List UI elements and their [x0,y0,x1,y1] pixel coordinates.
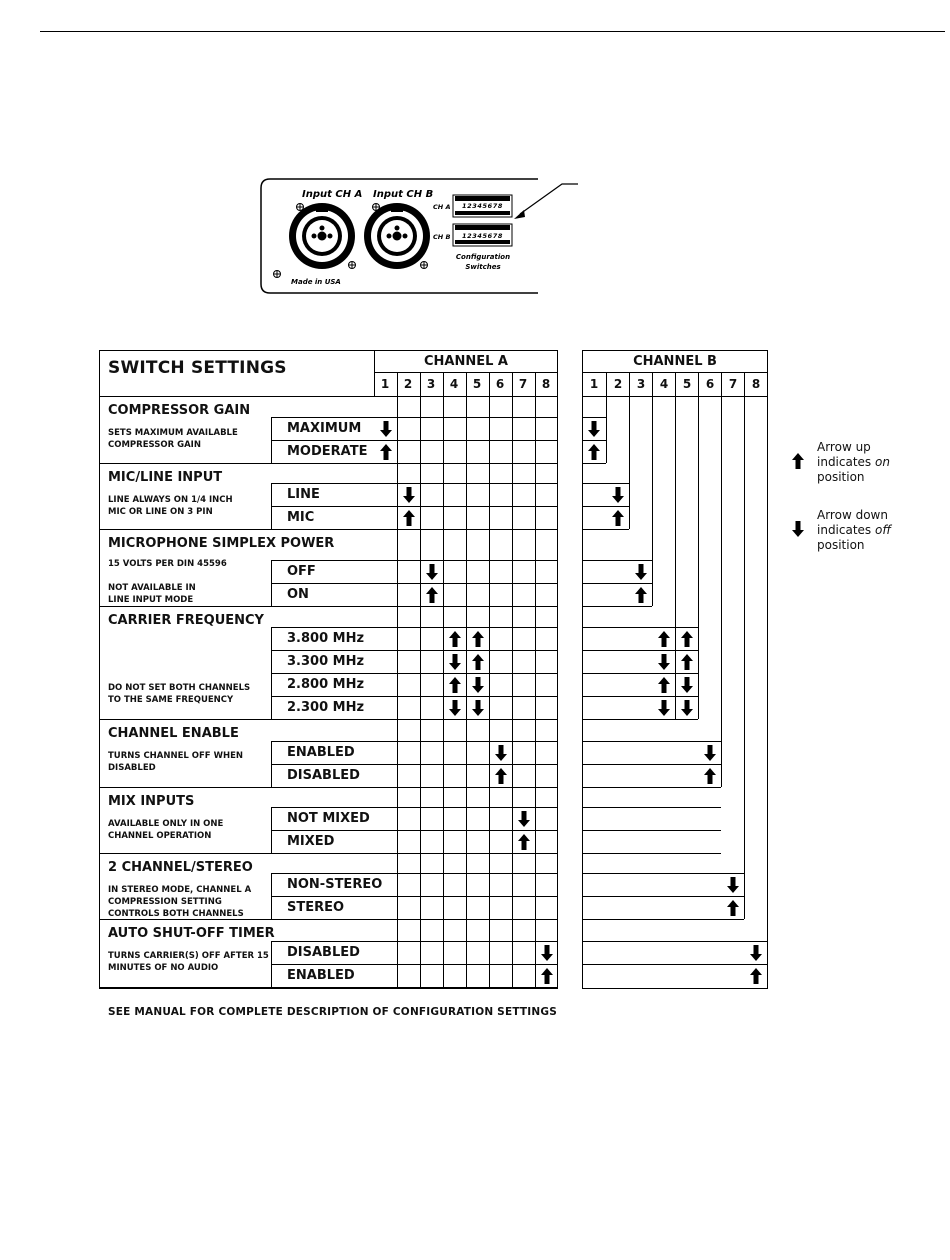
row-line-b [582,463,606,464]
row-line-b [582,650,698,651]
option-label: OFF [287,564,316,579]
column-number-a: 5 [472,377,482,391]
pointer-arrow [514,184,578,219]
arrow-up-icon [745,965,767,987]
row-line-b [582,529,629,530]
arrow-down-icon [513,808,535,830]
section-divider [99,606,558,607]
arrow-down-icon [444,697,466,719]
column-number-a: 4 [449,377,459,391]
column-line-a [489,372,490,987]
arrow-down-icon [536,942,558,964]
svg-text:12345678: 12345678 [462,202,503,210]
section-description: MINUTES OF NO AUDIO [108,963,219,973]
arrow-up-icon [398,507,420,529]
column-number-a: 6 [495,377,505,391]
arrow-up-icon [653,628,675,650]
column-number-b: 6 [705,377,715,391]
row-line-a [374,741,558,742]
option-top-line [271,941,374,942]
config-label-2: Switches [465,263,501,271]
row-line-b [582,560,652,561]
option-top-line [271,560,374,561]
row-line-a [271,673,558,674]
made-in-label: Made in USA [291,278,341,286]
row-line-a [271,583,558,584]
section-description: LINE INPUT MODE [108,595,194,605]
section-description: COMPRESSION SETTING [108,897,222,907]
option-label: NON-STEREO [287,877,383,892]
option-label: ENABLED [287,968,355,983]
legend-down-text: Arrow down indicates off position [817,508,892,552]
option-label: STEREO [287,900,345,915]
arrow-down-icon [676,697,698,719]
column-number-a: 7 [518,377,528,391]
arrow-up-icon [490,765,512,787]
option-label: DISABLED [287,768,360,783]
option-label: MAXIMUM [287,421,362,436]
svg-text:12345678: 12345678 [462,232,503,240]
channel-b-header: CHANNEL B [633,354,717,369]
option-label: ENABLED [287,745,355,760]
section-description: COMPRESSOR GAIN [108,440,201,450]
arrow-up-icon [467,628,489,650]
arrow-down-icon [607,484,629,506]
footer-note: SEE MANUAL FOR COMPLETE DESCRIPTION OF CONFIGURATION SETTINGS [108,1006,557,1018]
column-number-b: 1 [589,377,599,391]
section-title: MIC/LINE INPUT [108,470,223,485]
arrow-up-icon [787,450,809,472]
section-description: 15 VOLTS PER DIN 45596 [108,559,227,569]
section-description: MIC OR LINE ON 3 PIN [108,507,213,517]
legend-up-text: Arrow up indicates on position [817,440,890,484]
row-line-a [271,440,558,441]
section-description: CHANNEL OPERATION [108,831,212,841]
row-line-b [582,807,721,808]
column-line-a [420,372,421,987]
row-line-b [582,417,606,418]
section-divider [99,987,558,988]
section-description: TURNS CARRIER(S) OFF AFTER 15 [108,951,269,961]
arrow-down-icon [653,651,675,673]
option-label: ON [287,587,309,602]
section-divider [99,787,558,788]
section-title: CHANNEL ENABLE [108,726,239,741]
arrow-down-icon [421,561,443,583]
arrow-up-icon [513,831,535,853]
arrow-up-icon [444,628,466,650]
dip-switch-a [453,195,512,217]
row-line-b [582,627,698,628]
row-line-b [582,853,721,854]
row-line-b [582,830,721,831]
section-description: AVAILABLE ONLY IN ONE [108,819,224,829]
option-label: 2.300 MHz [287,700,365,715]
section-description: IN STEREO MODE, CHANNEL A [108,885,252,895]
arrow-down-icon [375,418,397,440]
section-description: DO NOT SET BOTH CHANNELS [108,683,251,693]
row-line-a [374,941,558,942]
section-description: LINE ALWAYS ON 1/4 INCH [108,495,233,505]
row-line-b [582,583,652,584]
option-top-line [271,483,374,484]
arrow-down-icon [676,674,698,696]
column-line-b [744,372,745,919]
row-line-a [271,896,558,897]
section-divider [99,463,558,464]
row-line-b [582,719,698,720]
input-b-label: Input CH B [373,189,434,200]
row-line-b [582,696,698,697]
arrow-up-icon [630,584,652,606]
column-number-a: 8 [541,377,551,391]
column-line-b [606,372,607,463]
table-title: SWITCH SETTINGS [108,358,287,378]
arrow-up-icon [375,441,397,463]
arrow-down-icon [745,942,767,964]
arrow-up-icon [444,674,466,696]
option-label: MIXED [287,834,335,849]
rear-panel-diagram [258,176,548,296]
arrow-down-icon [699,742,721,764]
top-rule [40,31,945,32]
arrow-down-icon [467,697,489,719]
arrow-down-icon [467,674,489,696]
section-divider [99,719,558,720]
column-line-a [512,372,513,987]
arrow-up-icon [722,897,744,919]
config-label-1: Configuration [455,253,511,261]
arrow-up-icon [699,765,721,787]
row-line-a [374,873,558,874]
row-line-b [582,919,744,920]
section-description: TURNS CHANNEL OFF WHEN [108,751,243,761]
row-line-b [582,896,744,897]
row-line-b [582,764,721,765]
row-line-b [582,964,768,965]
section-title: MICROPHONE SIMPLEX POWER [108,536,335,551]
column-number-a: 1 [380,377,390,391]
xlr-connector-b [364,203,430,269]
column-line-a [535,372,536,987]
column-number-a: 3 [426,377,436,391]
arrow-up-icon [676,628,698,650]
option-label: NOT MIXED [287,811,370,826]
option-label: LINE [287,487,320,502]
row-line-b [582,483,629,484]
row-line-a [374,627,558,628]
arrow-down-icon [444,651,466,673]
column-line-b [698,372,699,719]
row-line-a [374,560,558,561]
row-line-a [271,696,558,697]
column-number-a: 2 [403,377,413,391]
column-line-b [721,372,722,787]
section-title: COMPRESSOR GAIN [108,403,251,418]
row-line-a [374,417,558,418]
arrow-down-icon [653,697,675,719]
column-line-a [397,372,398,987]
section-divider [99,529,558,530]
column-number-b: 4 [659,377,669,391]
xlr-connector-a [289,203,355,269]
section-divider [99,853,558,854]
column-number-b: 2 [613,377,623,391]
arrow-up-icon [467,651,489,673]
ch-a-switch-label: CH A [433,203,451,211]
section-title: AUTO SHUT-OFF TIMER [108,926,275,941]
arrow-up-icon [607,507,629,529]
column-number-b: 8 [751,377,761,391]
channel-a-header: CHANNEL A [424,354,508,369]
column-number-b: 7 [728,377,738,391]
row-line-b [582,440,606,441]
option-label: MODERATE [287,444,368,459]
section-description: SETS MAXIMUM AVAILABLE [108,428,238,438]
option-label: 2.800 MHz [287,677,365,692]
arrow-down-icon [630,561,652,583]
column-line-b [629,372,630,529]
section-description: DISABLED [108,763,156,773]
arrow-up-icon [583,441,605,463]
column-number-b: 5 [682,377,692,391]
column-line-b [652,372,653,606]
ch-b-switch-label: CH B [433,233,451,241]
option-top-line [271,627,374,628]
arrow-up-icon [421,584,443,606]
option-top-line [271,417,374,418]
option-label: 3.300 MHz [287,654,365,669]
section-title: CARRIER FREQUENCY [108,613,264,628]
section-description: TO THE SAME FREQUENCY [108,695,234,705]
dip-switch-b [453,224,512,246]
arrow-up-icon [653,674,675,696]
option-top-line [271,741,374,742]
section-title: 2 CHANNEL/STEREO [108,860,253,875]
section-description: NOT AVAILABLE IN [108,583,196,593]
option-label: DISABLED [287,945,360,960]
arrow-down-icon [787,518,809,540]
column-number-b: 3 [636,377,646,391]
arrow-down-icon [490,742,512,764]
input-a-label: Input CH A [302,189,363,200]
row-line-b [582,606,652,607]
option-top-line [271,807,374,808]
row-line-a [271,650,558,651]
section-description: CONTROLS BOTH CHANNELS [108,909,244,919]
option-label: MIC [287,510,315,525]
arrow-down-icon [398,484,420,506]
row-line-a [271,964,558,965]
arrow-up-icon [536,965,558,987]
row-line-b [582,941,768,942]
row-line-b [582,873,744,874]
section-title: MIX INPUTS [108,794,195,809]
arrow-down-icon [722,874,744,896]
row-line-b [582,506,629,507]
option-top-line [271,873,374,874]
option-label: 3.800 MHz [287,631,365,646]
arrow-down-icon [583,418,605,440]
row-line-b [582,741,721,742]
arrow-up-icon [676,651,698,673]
row-line-b [582,787,721,788]
row-line-a [271,764,558,765]
row-line-b [582,673,698,674]
